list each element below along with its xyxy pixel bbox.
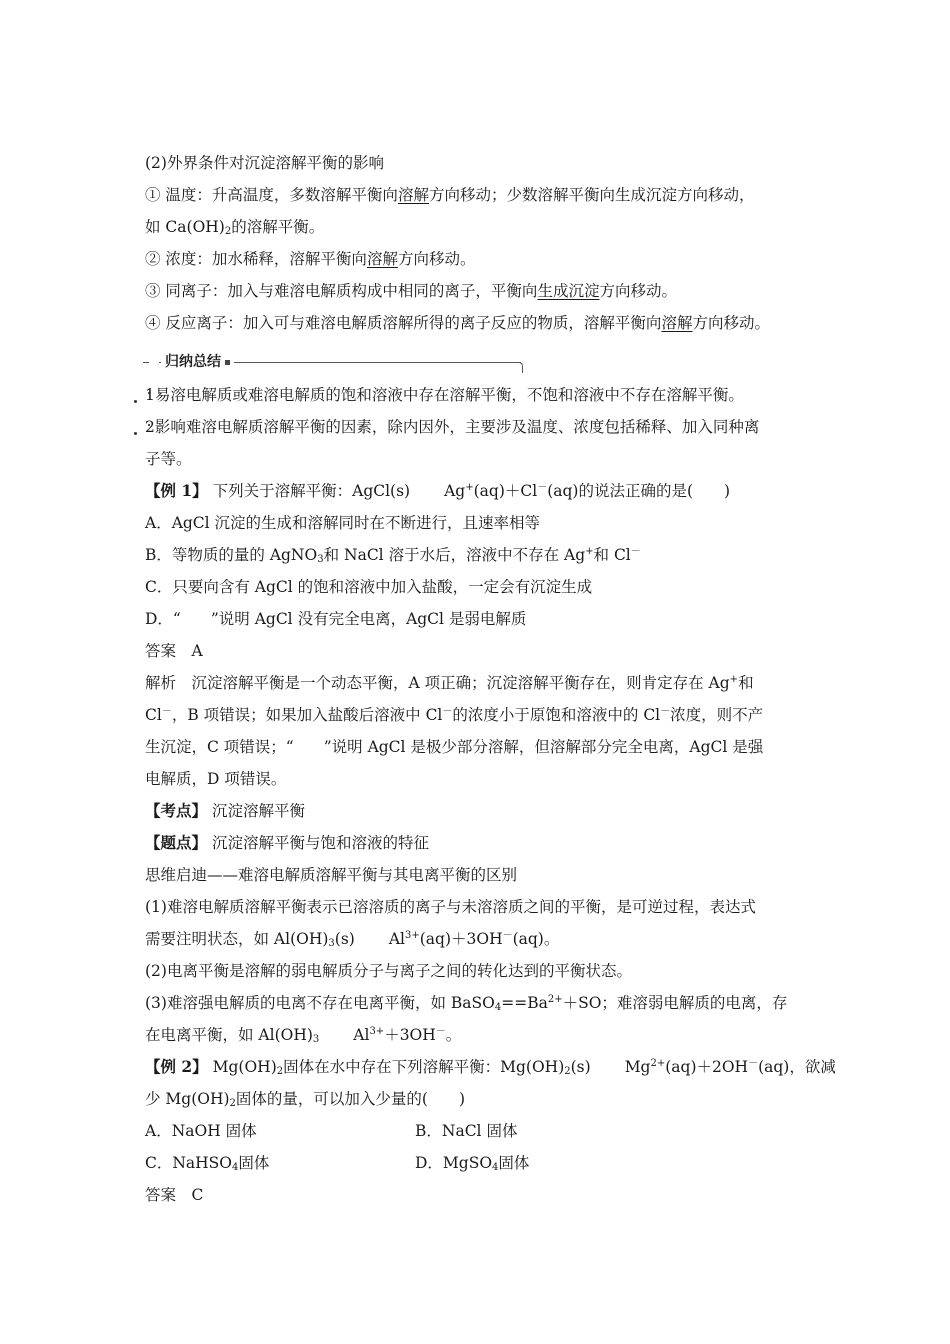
summary-header [143, 352, 523, 374]
answer-blank: 溶解 [366, 250, 398, 268]
section-heading: (2)外界条件对沉淀溶解平衡的影响 [145, 154, 384, 172]
bullet-dot-icon [134, 432, 137, 435]
example-tag: 【例 1】 [145, 481, 208, 500]
thinking-title: 思维启迪——难溶电解质溶解平衡与其电离平衡的区别 [145, 866, 518, 884]
example-1-answer: 答案 A [145, 642, 203, 660]
bullet-dot-icon [134, 400, 137, 403]
example-2-question-2: 少 $Mg(OH)_2$固体的量，可以加入少量的( ) [145, 1090, 466, 1109]
summary-point-2: 2影响难溶电解质溶解平衡的因素，除内因外，主要涉及温度、浓度包括稀释、加入同种离 [145, 418, 760, 436]
thinking-p2: (2)电离平衡是溶解的弱电解质分子与离子之间的转化达到的平衡状态。 [145, 962, 632, 980]
thinking-p3-line-1: (3)难溶强电解质的电离不存在电离平衡，如 $BaSO_4==Ba^{2+}+SO$；难溶弱电解质的电离，存 [145, 994, 788, 1013]
example-1-option-a: A．AgCl 沉淀的生成和溶解同时在不断进行，且速率相等 [145, 514, 541, 532]
answer-blank: 生成沉淀 [537, 282, 600, 300]
reaction-ion-line: ④ 反应离子：加入可与难溶电解质溶解所得的离子反应的物质，溶解平衡向溶解方向移动。 [145, 314, 770, 332]
analysis-line-1: 解析 沉淀溶解平衡是一个动态平衡，A 项正确；沉淀溶解平衡存在，则肯定存在 Ag+和 [145, 674, 754, 692]
example-2-option-a: A．NaOH 固体 [145, 1122, 257, 1140]
temperature-line-1: ① 温度：升高温度，多数溶解平衡向溶解方向移动；少数溶解平衡向生成沉淀方向移动， [145, 186, 755, 204]
example-1-option-c: C．只要向含有 AgCl 的饱和溶液中加入盐酸，一定会有沉淀生成 [145, 578, 593, 596]
analysis-line-3: 生沉淀，C 项错误；“ ”说明 AgCl 是极少部分溶解，但溶解部分完全电离，AgCl 是强 [145, 738, 764, 756]
example-1-question: 【例 1】 下列关于溶解平衡：AgCl(s) Ag+(aq)＋Cl－(aq)的说法正确的是( ) [145, 481, 731, 500]
example-2-option-c: C．NaHSO$_4$固体 [145, 1154, 270, 1173]
analysis-line-4: 电解质，D 项错误。 [145, 770, 287, 788]
example-1-option-b: B．等物质的量的 AgNO$_3$和 NaCl 溶于水后，溶液中不存在 Ag+和 Cl－ [145, 546, 641, 565]
concentration-line: ② 浓度：加水稀释，溶解平衡向溶解方向移动。 [145, 250, 476, 268]
example-2-option-b: B．NaCl 固体 [415, 1122, 518, 1140]
example-2-options-row-1 [145, 1120, 840, 1142]
summary-point-1: 1易溶电解质或难溶电解质的饱和溶液中存在溶解平衡，不饱和溶液中不存在溶解平衡。 [145, 386, 744, 404]
example-1-option-d: D．“ ”说明 AgCl 没有完全电离，AgCl 是弱电解质 [145, 610, 527, 628]
example-2-option-d: D．MgSO$_4$固体 [415, 1154, 530, 1173]
example-2-answer: 答案 C [145, 1186, 204, 1204]
example-2-options-row-2 [145, 1152, 840, 1174]
thinking-p1-line-1: (1)难溶电解质溶解平衡表示已溶溶质的离子与未溶溶质之间的平衡，是可逆过程，表达式 [145, 898, 756, 916]
thinking-p3-line-2: 在电离平衡，如 $Al(OH)_3$ $Al^{3+}+3OH^-$。 [145, 1026, 462, 1045]
square-bullet-icon [225, 360, 230, 365]
summary-point-2-cont: 子等。 [145, 450, 192, 468]
example-2-question-1: 【例 2】 $Mg(OH)_2$固体在水中存在下列溶解平衡：$Mg(OH)_2(s)$ $Mg^{2+}(aq)+2OH^-(aq)$，欲减 [145, 1057, 836, 1077]
answer-blank: 溶解 [661, 314, 693, 332]
thinking-p1-line-2: 需要注明状态，如 $Al(OH)_3(s)$ $Al^{3+}(aq)+3OH^-(aq)$。 [145, 930, 560, 949]
answer-blank: 溶解 [397, 186, 429, 204]
question-point: 【题点】 沉淀溶解平衡与饱和溶液的特征 [145, 833, 429, 852]
example-tag: 【例 2】 [145, 1057, 208, 1076]
common-ion-line: ③ 同离子：加入与难溶电解质构成中相同的离子，平衡向生成沉淀方向移动。 [145, 282, 677, 300]
temperature-line-2: 如 $Ca(OH)_2$的溶解平衡。 [145, 218, 325, 237]
knowledge-point: 【考点】 沉淀溶解平衡 [145, 801, 305, 820]
summary-label: 归纳总结 [165, 354, 221, 370]
analysis-line-2: Cl－，B 项错误；如果加入盐酸后溶液中 Cl－的浓度小于原饱和溶液中的 Cl－浓度，则不产 [145, 706, 764, 724]
